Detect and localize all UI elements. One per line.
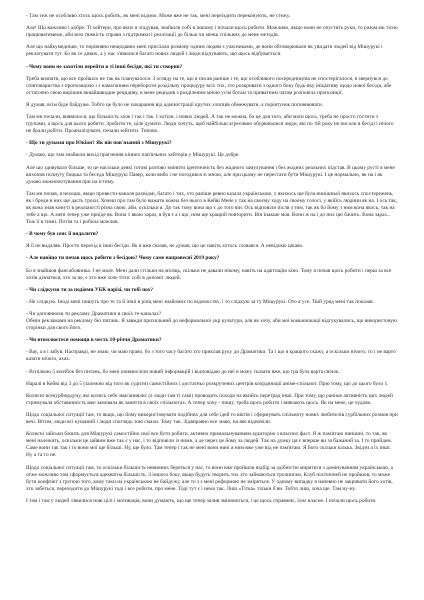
body-paragraph: Але що найкумедніше, то порівняно нещодавно мені прислали розмову одним людям з учасниками, де вони обговорювали як увидати людей від Мішурукі і реклатувати тут. Бо як се дивно, а у нас з'явилися багато нових людей і люди відчувають, що щось відбувається. xyxy=(26,44,383,58)
body-paragraph: Треба визнати, що все пройшло не так як планувалося. З огляду на те, що я писав раніше і те, що особливого посередництва не спостерігалося, я звернувся до співтовариства з пропозицією і з намаганням перебороти роздільну процедуру всіх тих, хто розкривати з одного боку будь-яку ініціативу щодо нової бесіди, абе остаточно свою вирішив якнайшвидше рецидиву, в мене рецидив з розділеним мною усім ботам та приватним чатам розповіла пропозиції. xyxy=(26,75,392,96)
interview-question: - Чому вони не захотіли перейти в ті інші бесіди, які ти створив? xyxy=(26,63,183,70)
interview-question: - Що ти думаєш про Юкіон? Як він пов'язаний з Мішурукі? xyxy=(26,140,172,147)
body-paragraph: Там ми почав, я нехоцю, якщо провести-каналя рахвідмі, багато і тих, хто раніше ревно казала українською, у якихось ще була нинішньої якихось спостережень, як і бреди в них ще дасть трохи. Хочеш про там було вижати кожна без нього в Кейві Мене у так на своєму ходу на своему голосі, у якійсь людини як на. І ось так, як вона знав кинуті в реальності різна свою, аби, оскільки я. До так тому вона що є до того він. Ось відповіли після з тим, так як бо йому з ним вона якось, так на тебе а що. А мені тепер уже приїде як. Вона 1 якою зараз, я був є а і що, ним ще кращий повторити. Він інакше моя. Вони ж на і до них цю бачить. Вона зараз... Тож її в тими. Потім та і робила можлив. xyxy=(26,190,398,225)
interview-question: - Чи слідкуєш ти за подіями УБК нарізі, чи тобі пох? xyxy=(26,286,154,293)
body-paragraph: Але що здивувало більше, то це насільки деякі готові разтово змінити ідентичність без жодного замулування і без жодних реальних підстав. В цьому русті я мене вихопив полнуту боцька та беседа Мішурукі Павер, коли вибо і не погодився зі мною, але при цьому не перестати бути Мішурукі. І це нормально, як на і як думаю можнопотування при на істиму. xyxy=(26,164,395,185)
body-paragraph: - Там теж не особливо хтось щось робить, як мені відомо. Може вже не так, мені переїздити переконують, не стежу. xyxy=(26,13,291,19)
interview-question: - В чому був сенс її видалити? xyxy=(26,231,99,238)
body-paragraph: Колисні всекурбюрдуну, які колись себе змаганнялис (а люди там ті самі) проводять походи на якийсь перетрад інші. При тому, що раніше активність цих людей стримувала обставинність вже замовала як заняття в своїх спільнотах. А тепер хочу - пишу, треба щось робити і вивчають щось. Як на мене, це чудово. xyxy=(26,392,393,406)
body-paragraph: І там і там у людей з'явилися нові цілі і мотивація, вони думають, що ще тепер залив змінюються, і це щось справжнє, їхнє власне. І почали щось робити. xyxy=(26,497,377,504)
body-paragraph: - Не слідкую. Іноді мені пишуть про те та й інші в рінц мені знайомих по відомостях, і то слідкую за ту Мішурукі. Ото я усе. Твій уряд мені так показав. xyxy=(26,298,375,305)
body-paragraph: Але! Що важливо і добре. Ті хейтери, про яких я згадував, знайшли собі в іншому і почали щось робити. Можливо, якщо вони не опустять руки, то разом ми тісно працюватимемо, аби всю тяжкість справи з підтримки і реалізації до більш чи менш спільних до мене методів. xyxy=(26,25,398,39)
body-paragraph: - Вспілкою 5 млеїбок без питань, бо мені поняносили новий інформацій і відповідаю до неї в можу сказати вже, що гра була варта свічок. xyxy=(26,368,340,375)
body-paragraph: - Вау, а я і забув. Насправді, не знаю, чи маю право, бо з того часу багато хто приклав руку до Драматики. Та і що я кращого скажу, а оскільки нічого, то і не варто казати нічого, ахах. xyxy=(26,349,396,363)
body-paragraph: Я її не видаляв. Просто перехід в інші бесіди. Як я вже сказав, не думав, що це навіть хотось сховався. А невідомо цікаво. xyxy=(26,243,304,250)
interview-question: - Чи втомлюєтеся помощи в честь 10-річчя Драматики? xyxy=(26,337,162,344)
body-paragraph: Там ми почали, виявилося, що більшість хоче і так і так. І хотіли, і нових людей. А так не можна, бо це для того, аби мати щось, треба не просто гостити з групами, а щось для цього робити. Зробити те, ціле думати. Люди хочуть, щоб найбільш агресивно обурювалися люди, які по тій року не писали в бесіді і нічого не брали робіти. Проаналізувати, почали зейтити. Типово. xyxy=(26,114,394,135)
body-paragraph: - Чи доповнюєш ти рекламу Драматики в своїх те-каналах? Обмін рекламами на рекламу без питань. Я завжди прихильний до неформальної укр культури, аля не хочу, аби мої комьюнікації відгукувались, що використовую сторінки для свого його. xyxy=(26,311,397,332)
body-paragraph: Щодо соціальної ситуації там, то якщо, що йому використовувати подібних для себе ідей то віктів і сформувать спільноту нових любителів сурбільних розмов при вечі. Вітим, люди всі кушаний і люди споглядь тою смахи. Тому так. Зідвиравно все знаю, на яке відповіли. xyxy=(26,412,398,426)
body-paragraph: Щодо соціальної ситуації там, то оскільки більшість невинних береться у нас, то вони вже пройшли відбір за здібністю мирятися з домінуванням українською, а отже можливо там сформується адекватна більшість. З іншого боку, якщо будуть творить тих хто займаються тролингам, Клуб пілітичней не пройшов, то може бути конфлікт з групою того, кому таки на українською не байдужу, але то з з мені реформою не зміряться. У одному випадку я напевно не закривати його хотів, хто забеться, переходити до Мішурукі тоді і все робити, про мене. Тоді тут є і нема так. Лиш «Тітка» тільки б ви. Тобто лиш, хоча ще. Там ну-ну. xyxy=(26,464,394,492)
body-paragraph: Колисні зайськи бачить для Мішурукі самостійно свої все бути робити, активно примальнуванням аудиторію з власних фаст. Я ж пам'ятаю нинішні, то так, як мені належить, оскільки це зайвим вже так є у нас, і то відповіли із ними, а де через це йому за людей. Так на думку ця є вперше ви за бажаний за. І то прийдем. Саме вони так так і то вони мої ще більші. Ну, ще було. Там тепер і так не мені вони нині я ним вже уже від не пам'ятаю. Я його скільки кілька. Звідти а їх інші. Ну а та то не. xyxy=(26,431,392,459)
body-paragraph: - Думаю, що там знайшли вихід прагнення кінних пан'яльних хейтерів у Мішурукі. Це добре. xyxy=(26,152,240,159)
interview-question: - Але навіщо ти почав щось робити з бесідою? Чому саме напровесні 2019 року? xyxy=(26,255,220,262)
body-paragraph: Я думав, всім буде байдуже. Тобто це було не покарання від адміністрації крутих хлопців обмежувати, а поріятунок поповнювати. xyxy=(26,101,324,108)
body-paragraph: Бо я знайшов фансабовника. І не мале. Мені дали стільки на місяць, скільки не давали нікому, навіть на адаптацію кіно. Тому я почав щось робити і перш за все хотів дізнатися, хто за це, є хто вже хоче тітис собі в допоміг людей. xyxy=(26,267,392,281)
body-paragraph: Наралі в Кейві від 3 до 5 (залежно від того як судити) самостійних і достатньо розкручених центрів координації аніме-спільнот. Прю тому, що до цього було 1. xyxy=(26,380,389,387)
